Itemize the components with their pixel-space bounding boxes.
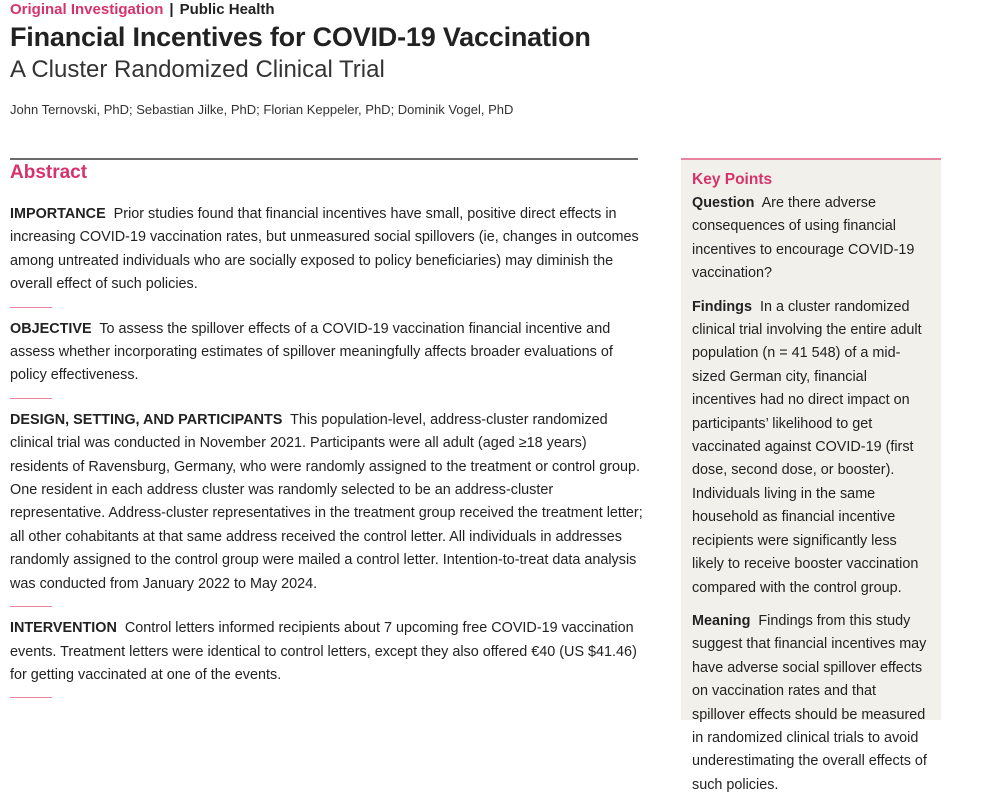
article-subtitle: A Cluster Randomized Clinical Trial [10,56,385,83]
objective-text: To assess the spillover effects of a COVID-19 vaccination financial incentive and assess whether incorporating estimates of spillover meaningfully affects broader evaluations of policy effectiveness. [10,320,613,384]
importance-label: IMPORTANCE [10,206,106,222]
importance-text: Prior studies found that financial incentives have small, positive direct effects in increasing COVID-19 vaccination rates, but unmeasured social spillovers (ie, changes in outcomes among untreated individuals who are socially exposed to policy beneficiaries) may diminish the overall effect of such policies. [10,206,639,293]
intervention-text: Control letters informed recipients about 7 upcoming free COVID-19 vaccination events. Treatment letters were identical to control letters, except they also offered €40 (US $41.46) for getting vaccinated at one of the events. [10,620,637,683]
abstract-divider [10,158,638,160]
design-paragraph [10,409,645,596]
section-divider [10,697,52,698]
meaning-label: Meaning [692,612,751,629]
section-divider [10,606,52,607]
question-label: Question [692,195,755,211]
subject-label[interactable]: Public Health [179,1,275,18]
findings-paragraph [692,296,930,600]
design-label: DESIGN, SETTING, AND PARTICIPANTS [10,411,283,428]
section-divider [10,398,52,399]
meaning-text: Findings from this study suggest that financial incentives may have adverse social spillover effects on vaccination rates and that spillover effects should be measured in randomized clinical trials to avoid underestimating the overall effects of such policies. [692,612,927,793]
intervention-label: INTERVENTION [10,620,117,637]
findings-text: In a cluster randomized clinical trial involving the entire adult population (n = 41 548) of a mid-sized German city, financial incentives had no direct impact on participants’ likelihood to get vaccinated against COVID-19 (first dose, second dose, or booster). Individuals living in the same household as financial incentive recipients were significantly less likely to receive booster vaccination compared with the control group. [692,298,922,596]
separator: | [169,1,174,18]
objective-paragraph [10,318,645,388]
article-title: Financial Incentives for COVID-19 Vaccination [10,22,591,52]
question-paragraph [692,192,930,286]
intervention-paragraph [10,617,645,687]
importance-paragraph [10,203,645,297]
author-list: John Ternovski, PhD; Sebastian Jilke, PhD; Florian Keppeler, PhD; Dominik Vogel, PhD [10,102,514,117]
question-text: Are there adverse consequences of using financial incentives to encourage COVID-19 vaccination? [692,195,915,282]
key-points-box [681,158,941,793]
section-label[interactable]: Original Investigation [10,1,164,18]
abstract-body [10,203,645,708]
abstract-heading: Abstract [10,162,88,183]
key-points-heading: Key Points [692,171,773,188]
meaning-paragraph [692,610,930,797]
findings-label: Findings [692,298,752,315]
article-type-line [10,1,275,18]
section-divider [10,307,52,308]
objective-label: OBJECTIVE [10,320,92,337]
design-text: This population-level, address-cluster randomized clinical trial was conducted in November 2021. Participants were all adult (aged ≥18 years) residents of Ravensburg, Germany, who were randomly assigned to the treatment or control group. One resident in each address cluster was randomly selected to be an address-cluster representative. Address-cluster representatives in the treatment group received the treatment letter; all other cohabitants at that same address received the control letter. All individuals in addresses randomly assigned to the control group were mailed a control letter. Intention-to-treat data analysis was conducted from January 2022 to May 2024. [10,411,643,592]
